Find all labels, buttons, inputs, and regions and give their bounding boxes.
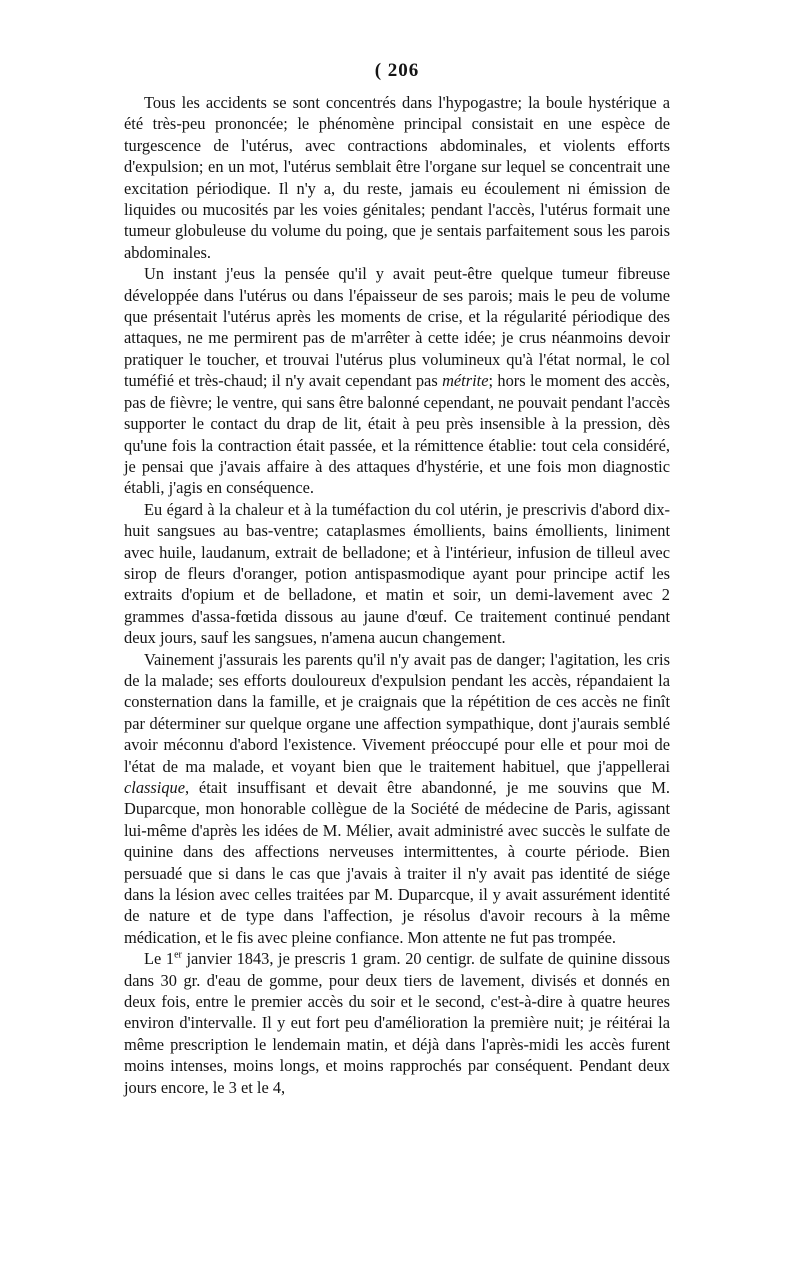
document-page: [124, 56, 670, 1098]
italic-term: classique: [124, 778, 186, 797]
superscript: er: [174, 949, 182, 961]
paragraph-text: Vainement j'assurais les parents qu'il n'y avait pas de danger; l'agitation, les cris de la malade; ses efforts douloureux d'expulsion pendant les accès, répandaient la consternation dans la famille, et je craignais que la répétition de ces accès ne finît par déterminer sur quelque organe une affection sympathique, dont j'aurais semblé avoir méconnu d'abord l'existence. Vivement préoccupé pour elle et pour moi de l'état de ma malade, et voyant bien que le traitement habituel, que j'appellerai: [124, 649, 670, 776]
paragraph: [124, 649, 670, 949]
paragraph-text: Un instant j'eus la pensée qu'il y avait peut-être quelque tumeur fibreuse développée dans l'utérus ou dans l'épaisseur de ses parois; mais le peu de volume que présentait l'utérus après les moments de crise, et la régularité périodique des attaques, ne me permirent pas de m'arrêter à cette idée; je crus néanmoins devoir pratiquer le toucher, et trouvai l'utérus plus volumineux qu'à l'état normal, le col tuméfié et très-chaud; il n'y avait cependant pas: [124, 264, 670, 391]
paragraph-text: Tous les accidents se sont concentrés dans l'hypogastre; la boule hystérique a été très-peu prononcée; le phénomène principal consistait en une espèce de turgescence de l'utérus, avec contractions abdominales, et violents efforts d'expulsion; en un mot, l'utérus semblait être l'organe sur lequel se concentrait une excitation périodique. Il n'y a, du reste, jamais eu écoulement ni émission de liquides ou mucosités par les voies génitales; pendant l'accès, l'utérus formait une tumeur globuleuse du volume du poing, que je sentais parfaitement sous les parois abdominales.: [124, 93, 670, 262]
paragraph: [124, 92, 670, 263]
paragraph-text: , était insuffisant et devait être abandonné, je me souvins que M. Duparcque, mon honorable collègue de la Société de médecine de Paris, agissant lui-même d'après les idées de M. Mélier, avait administré avec succès le sulfate de quinine dans des affections nerveuses intermittentes, à courte période. Bien persuadé que si dans le cas que j'avais à traiter il n'y avait pas identité de siége dans la lésion avec celles traitées par M. Duparcque, il y avait assurément identité de nature et de type dans l'affection, je résolus d'avoir recours à la même médication, et le fis avec pleine confiance. Mon attente ne fut pas trompée.: [124, 778, 670, 947]
paragraph: [124, 263, 670, 498]
paragraph-text: janvier 1843, je prescris 1 gram. 20 centigr. de sulfate de quinine dissous dans 30 gr. d'eau de gomme, pour deux tiers de lavement, divisés et donnés en deux fois, entre le premier accès du soir et le second, c'est-à-dire à quatre heures environ d'intervalle. Il y eut fort peu d'amélioration la première nuit; je réitérai la même prescription le lendemain matin, et déjà dans l'après-midi les accès furent moins intenses, moins longs, et moins rapprochés par conséquent. Pendant deux jours encore, le 3 et le 4,: [124, 949, 670, 1097]
paragraph-text: ; hors le moment des accès, pas de fièvre; le ventre, qui sans être balonné cependant, ne pouvait pendant l'accès supporter le contact du drap de lit, était à peu près insensible à la pression, dès qu'une fois la contraction était passée, et la rémittence établie: tout cela considéré, je pensai que j'avais affaire à des attaques d'hystérie, et une fois mon diagnostic établi, j'agis en conséquence.: [124, 371, 670, 498]
paragraph-text: Eu égard à la chaleur et à la tuméfaction du col utérin, je prescrivis d'abord dix-huit sangsues au bas-ventre; cataplasmes émollients, bains émollients, liniment avec huile, laudanum, extrait de belladone; et à l'intérieur, infusion de tilleul avec sirop de fleurs d'oranger, potion antispasmodique ayant pour principe actif les extraits d'opium et de belladone, et matin et soir, un demi-lavement avec 2 grammes d'assa-fœtida dissous au jaune d'œuf. Ce traitement continué pendant deux jours, sauf les sangsues, n'amena aucun changement.: [124, 499, 670, 648]
paragraph-text: Le 1: [144, 949, 175, 969]
paragraph: [124, 948, 670, 1098]
paragraph: [124, 499, 670, 649]
page-number: ( 206: [374, 60, 420, 81]
italic-term: métrite: [442, 371, 489, 391]
